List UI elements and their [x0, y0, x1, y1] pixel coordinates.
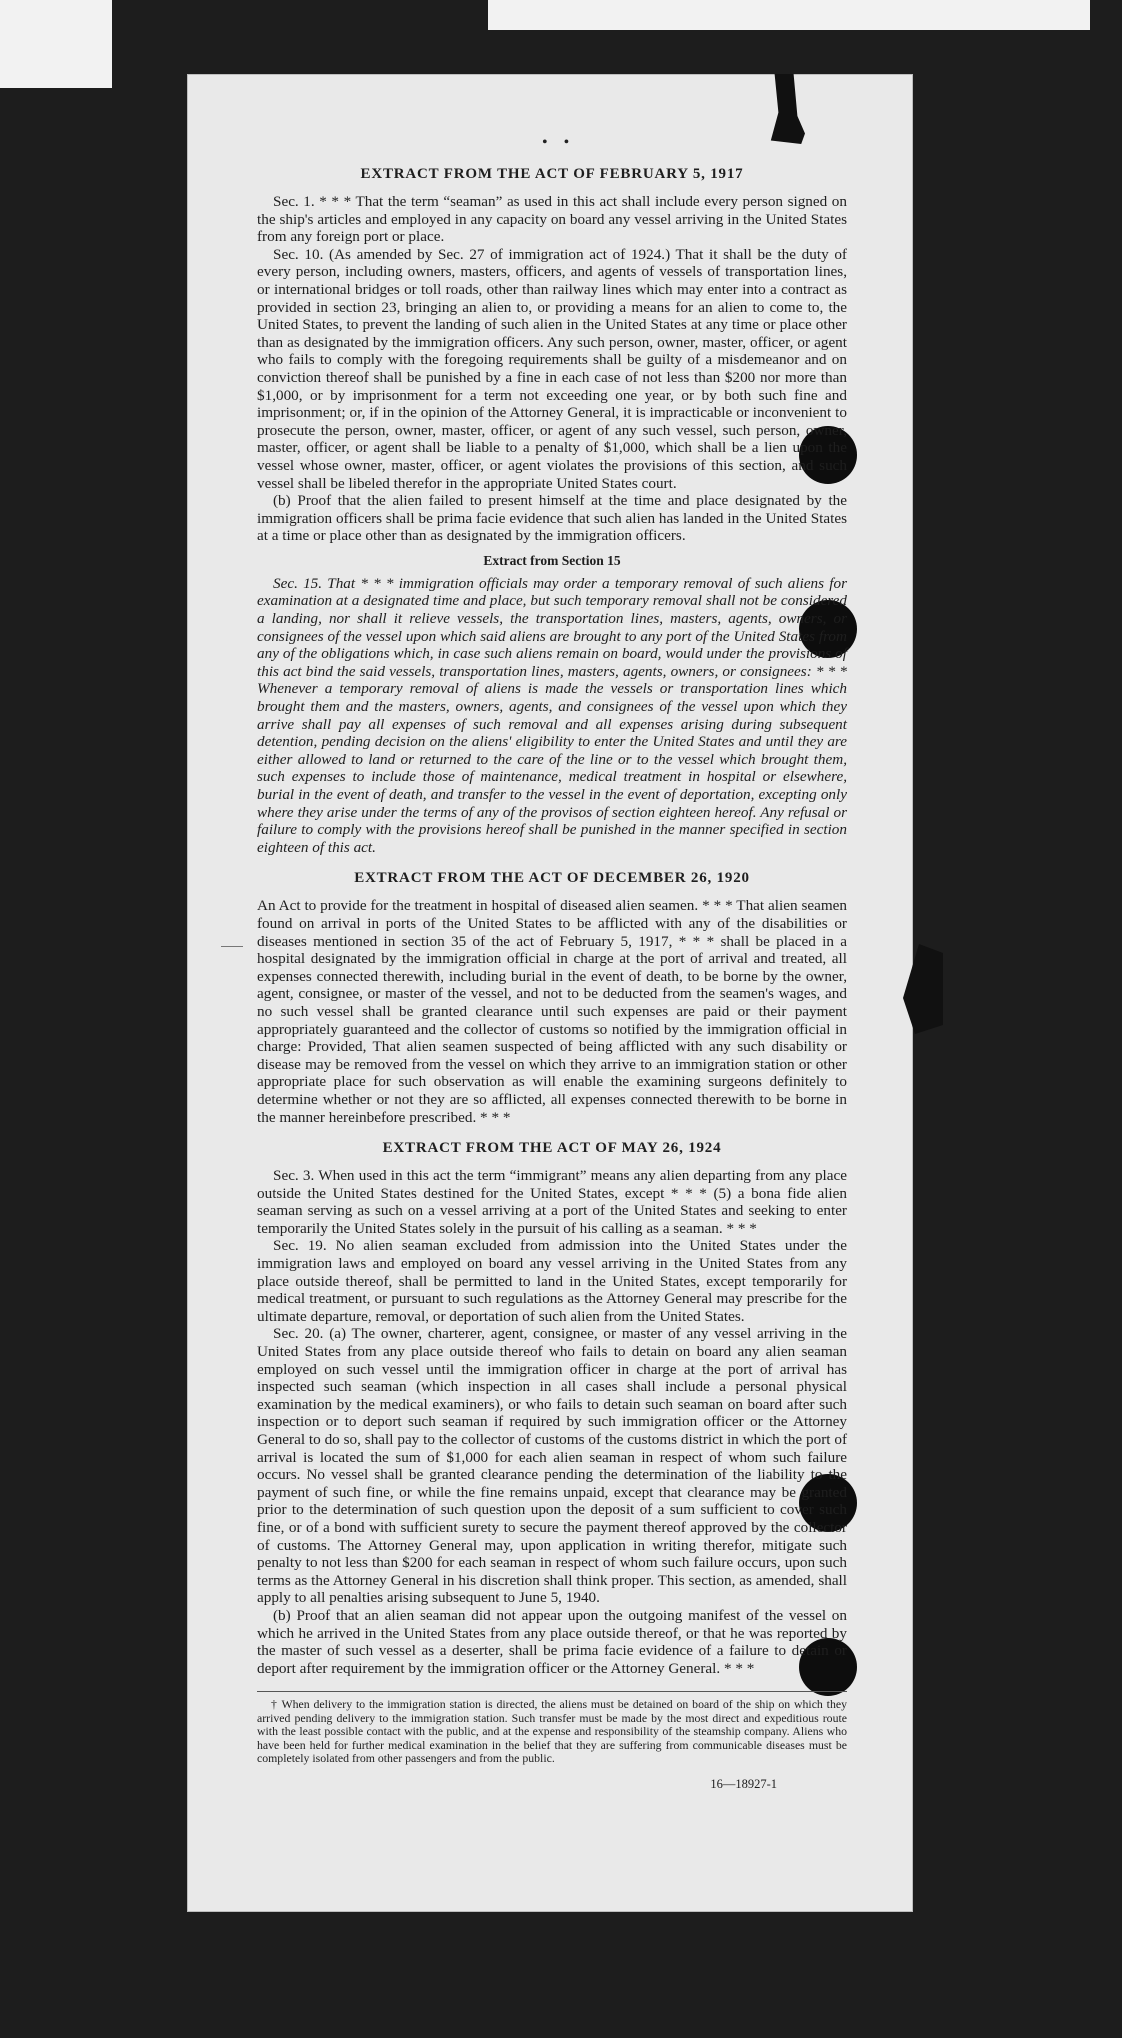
margin-tick [221, 946, 243, 947]
paragraph-sec19: Sec. 19. No alien seaman excluded from admission into the United States under the immigration laws and employed on board any vessel arriving in the United States from any place outside thereof, shall be permitted to land in the United States, except temporarily for medical treatment, or pursuant to such regulations as the Attorney General may prescribe for the ultimate departure, removal, or deportation of such alien from the United States. [257, 1237, 847, 1325]
section-heading-1924: EXTRACT FROM THE ACT OF MAY 26, 1924 [382, 1140, 722, 1157]
paragraph-sec15: Sec. 15. That * * * immigration officials may order a temporary removal of such aliens for examination at a designated time and place, but such temporary removal shall not be considered a landing, nor shall it relieve vessels, the transportation lines, masters, agents, owners, or consignees of the vessel upon which said aliens are brought to any port of the United States from any of the obligations which, in case such aliens remain on board, would under the provisions of this act bind the said vessels, transportation lines, masters, agents, owners, or consignees: * * * Whenever a temporary removal of aliens is made the vessels or transportation lines which brought them and the masters, owners, agents, and consignees of the vessel upon which they arrive shall pay all expenses of such removal and all expenses arising during subsequent detention, pending decision on the aliens' eligibility to enter the United States and until they are either allowed to land or returned to the care of the line or to the vessel which brought them, such expenses to include those of maintenance, medical treatment in hospital or elsewhere, burial in the event of death, and transfer to the vessel in the event of deportation, excepting only where they arise under the terms of any of the provisos of section eighteen hereof. Any refusal or failure to comply with the provisions hereof shall be punished in the manner specified in section eighteen of this act. [257, 574, 847, 856]
document-page [187, 74, 913, 1912]
paragraph-sec10: Sec. 10. (As amended by Sec. 27 of immigration act of 1924.) That it shall be the duty of every person, including owners, masters, officers, and agents of vessels of transportation lines, or international bridges or toll roads, other than railway lines which may enter into a contract as provided in section 23, bringing an alien to, or providing a means for an alien to come to, the United States, to prevent the landing of such alien in the United States at any time or place other than as designated by the immigration officers. Any such person, owner, master, officer, or agent who fails to comply with the foregoing requirements shall be guilty of a misdemeanor and on conviction thereof shall be punished by a fine in each case of not less than $200 nor more than $1,000, or by imprisonment for a term not exceeding one year, or by both such fine and imprisonment; or, if in the opinion of the Attorney General, it is impracticable or inconvenient to prosecute the person, owner, master, officer, or agent of any such vessel, such person, owner, master, officer, or agent shall be liable to a penalty of $1,000, which shall be a lien upon the vessel whose owner, master, officer, or agent violates the provisions of this section, and such vessel shall be libeled therefor in the appropriate United States court. [257, 245, 847, 492]
paragraph-sec20-a: Sec. 20. (a) The owner, charterer, agent, consignee, or master of any vessel arriving in the United States from any place outside thereof who fails to detain on board any alien seaman employed on such vessel until the immigration officer in charge at the port of arrival has inspected such seaman (which inspection in all cases shall include a personal physical examination by the medical examiners), or who fails to detain such seaman on board after such inspection or to deport such seaman if required by such immigration officer or the Attorney General to do so, shall pay to the collector of customs of the customs district in which the port of arrival is located the sum of $1,000 for each alien seaman in respect of whom such failure occurs. No vessel shall be granted clearance pending the determination of the liability to the payment of such fine, or while the fine remains unpaid, except that clearance may be granted prior to the determination of such question upon the deposit of a sum sufficient to cover such fine, or of a bond with sufficient surety to secure the payment thereof approved by the collector of customs. The Attorney General may, upon application in writing therefor, mitigate such penalty to not less than $200 for each seaman in respect of whom such failure occurs, upon such terms as the Attorney General in his discretion shall think proper. This section, as amended, shall apply to all penalties arising subsequent to June 5, 1940. [257, 1325, 847, 1607]
page-dots: • • [542, 134, 576, 151]
paragraph-sec3: Sec. 3. When used in this act the term “immigrant” means any alien departing from any place outside the United States destined for the United States, except * * * (5) a bona fide alien seaman serving as such on a vessel arriving at a port of the United States and seeking to enter temporarily the United States solely in the pursuit of his calling as a seaman. * * * [257, 1167, 847, 1237]
paragraph-act-1920: An Act to provide for the treatment in hospital of diseased alien seamen. * * * That alien seamen found on arrival in ports of the United States to be afflicted with any of the disabilities or diseases mentioned in section 35 of the act of February 5, 1917, * * * shall be placed in a hospital designated by the immigration official in charge at the port of arrival and treated, all expenses connected therewith, including burial in the event of death, to be borne by the owner, agent, consignee, or master of the vessel, and not to be deducted from the seamen's wages, and no such vessel shall be granted clearance until such expenses are paid or their payment appropriately guaranteed and the collector of customs so notified by the immigration official in charge: Provided, That alien seamen suspected of being afflicted with any such disability or disease may be removed from the vessel on which they arrive to an immigration station or other appropriate place for such observation as will enable the examining surgeons definitely to determine whether or not they are so afflicted, all expenses connected therewith to be borne in the manner hereinbefore prescribed. * * * [257, 897, 847, 1126]
page-edge-mark [903, 944, 943, 1034]
paragraph-sec20-b: (b) Proof that an alien seaman did not appear upon the outgoing manifest of the vessel on which he arrived in the United States from any place outside thereof, or that he was reported by the master of such vessel as a deserter, shall be prima facie evidence of a failure to detain or deport after requirement by the immigration officer or the Attorney General. * * * [257, 1606, 847, 1677]
subheading-section-15: Extract from Section 15 [483, 552, 621, 568]
document-body [257, 166, 847, 1792]
footnote-divider [257, 1691, 847, 1692]
paragraph-sec1: Sec. 1. * * * That the term “seaman” as used in this act shall include every person signed on the ship's articles and employed in any capacity on board any vessel arriving in the United States from any foreign port or place. [257, 193, 847, 246]
scan-corner-left [0, 0, 112, 88]
page-tab-mark [767, 74, 805, 144]
section-heading-1920: EXTRACT FROM THE ACT OF DECEMBER 26, 1920 [354, 870, 750, 887]
document-number: 16—18927-1 [710, 1777, 777, 1792]
footnote-text: † When delivery to the immigration station is directed, the aliens must be detained on board of the ship on which they arrived pending delivery to the immigration station. Such transfer must be made by the most direct and expeditious route with the least possible contact with the public, and at the expense and responsibility of the steamship company. Aliens who have been held for further medical examination in the belief that they are suffering from communicable diseases must be completely isolated from other passengers and from the public. [257, 1697, 847, 1765]
section-heading-1917: EXTRACT FROM THE ACT OF FEBRUARY 5, 1917 [360, 166, 744, 182]
footnote-block [257, 1698, 847, 1765]
scan-corner-top [488, 0, 1090, 30]
paragraph-sec10-b: (b) Proof that the alien failed to present himself at the time and place designated by the immigration officers shall be prima facie evidence that such alien has landed in the United States at a time or place other than as designated by the immigration officers. [257, 492, 847, 545]
